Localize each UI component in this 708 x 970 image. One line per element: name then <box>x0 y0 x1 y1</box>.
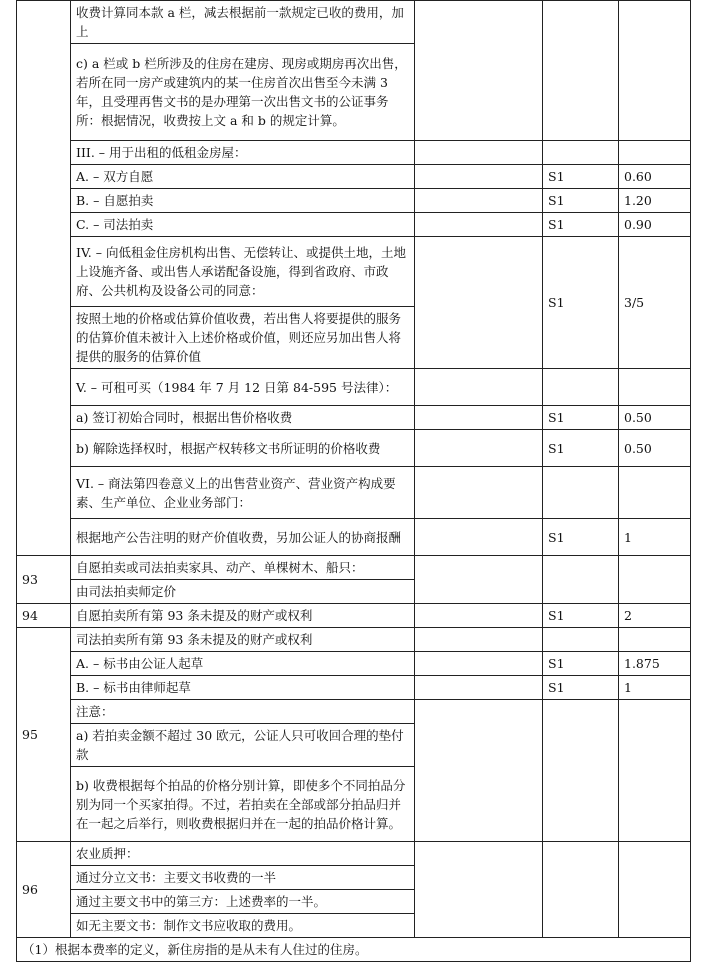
table-row <box>17 189 691 213</box>
description-cell: 司法拍卖所有第 93 条未提及的财产或权利 <box>71 628 415 652</box>
article-number-cell: 95 <box>17 628 71 842</box>
code-cell: S1 <box>543 519 619 556</box>
code-cell <box>543 141 619 165</box>
rate-cell <box>619 628 691 652</box>
description-cell: 注意： <box>71 700 415 724</box>
rate-cell <box>619 141 691 165</box>
blank-cell <box>415 604 543 628</box>
table-row <box>17 237 691 307</box>
table-row <box>17 467 691 519</box>
rate-cell <box>619 1 691 141</box>
rate-cell: 3/5 <box>619 237 691 369</box>
rate-cell: 1.20 <box>619 189 691 213</box>
blank-cell <box>415 213 543 237</box>
rate-cell: 0.90 <box>619 213 691 237</box>
code-cell <box>543 369 619 406</box>
blank-cell <box>415 628 543 652</box>
description-cell: 由司法拍卖师定价 <box>71 580 415 604</box>
article-number-cell: 94 <box>17 604 71 628</box>
description-cell: 根据地产公告注明的财产价值收费，另加公证人的协商报酬 <box>71 519 415 556</box>
description-cell: B. – 标书由律师起草 <box>71 676 415 700</box>
code-cell <box>543 1 619 141</box>
code-cell <box>543 842 619 938</box>
table-row <box>17 604 691 628</box>
blank-cell <box>415 519 543 556</box>
blank-cell <box>415 189 543 213</box>
footnote-row <box>17 938 691 962</box>
description-cell: 通过分立文书：主要文书收费的一半 <box>71 866 415 890</box>
code-cell: S1 <box>543 165 619 189</box>
fee-table-page <box>16 0 691 962</box>
code-cell: S1 <box>543 213 619 237</box>
blank-cell <box>415 430 543 467</box>
description-cell: 自愿拍卖所有第 93 条未提及的财产或权利 <box>71 604 415 628</box>
blank-cell <box>415 141 543 165</box>
table-row <box>17 141 691 165</box>
table-row <box>17 700 691 724</box>
code-cell: S1 <box>543 430 619 467</box>
rate-cell: 0.50 <box>619 406 691 430</box>
footnote: （1）根据本费率的定义，新住房指的是从未有人住过的住房。 <box>17 938 691 962</box>
rate-cell <box>619 369 691 406</box>
table-row <box>17 430 691 467</box>
code-cell: S1 <box>543 604 619 628</box>
code-cell <box>543 556 619 604</box>
description-cell: 通过主要文书中的第三方：上述费率的一半。 <box>71 890 415 914</box>
blank-cell <box>415 165 543 189</box>
rate-cell <box>619 700 691 842</box>
blank-cell <box>415 1 543 141</box>
blank-cell <box>415 556 543 604</box>
rate-cell <box>619 842 691 938</box>
description-cell: A. – 标书由公证人起草 <box>71 652 415 676</box>
table-row <box>17 652 691 676</box>
table-row <box>17 519 691 556</box>
table-row <box>17 1 691 44</box>
description-cell: 自愿拍卖或司法拍卖家具、动产、单棵树木、船只： <box>71 556 415 580</box>
blank-cell <box>415 676 543 700</box>
rate-cell: 1 <box>619 676 691 700</box>
code-cell <box>543 467 619 519</box>
table-row <box>17 842 691 866</box>
table-row <box>17 213 691 237</box>
description-cell: V. – 可租可买（1984 年 7 月 12 日第 84-595 号法律）： <box>71 369 415 406</box>
blank-cell <box>415 237 543 369</box>
description-cell: III. – 用于出租的低租金房屋： <box>71 141 415 165</box>
description-cell: a) 若拍卖金额不超过 30 欧元，公证人只可收回合理的垫付款 <box>71 724 415 767</box>
table-row <box>17 628 691 652</box>
description-cell: b) 解除选择权时，根据产权转移文书所证明的价格收费 <box>71 430 415 467</box>
table-row <box>17 369 691 406</box>
code-cell: S1 <box>543 652 619 676</box>
rate-cell <box>619 467 691 519</box>
description-cell: 如无主要文书：制作文书应收取的费用。 <box>71 914 415 938</box>
rate-cell: 1 <box>619 519 691 556</box>
article-number-cell: 93 <box>17 556 71 604</box>
description-cell: IV. – 向低租金住房机构出售、无偿转让、或提供土地，土地上设施齐备、或出售人承诺配备设施，得到省政府、市政府、公共机构及设备公司的同意： <box>71 237 415 307</box>
code-cell: S1 <box>543 189 619 213</box>
description-cell: C. – 司法拍卖 <box>71 213 415 237</box>
rate-cell: 2 <box>619 604 691 628</box>
blank-cell <box>415 369 543 406</box>
article-number-cell <box>17 1 71 556</box>
code-cell: S1 <box>543 406 619 430</box>
rate-cell: 1.875 <box>619 652 691 676</box>
table-row <box>17 406 691 430</box>
description-cell: 农业质押： <box>71 842 415 866</box>
description-cell: c) a 栏或 b 栏所涉及的住房在建房、现房或期房再次出售，若所在同一房产或建筑内的某一住房首次出售至今未满 3 年，且受理再售文书的是办理第一次出售文书的公证事务所：根据情况，收费按上文 a 和 b 的规定计算。 <box>71 44 415 141</box>
blank-cell <box>415 467 543 519</box>
rate-cell: 0.60 <box>619 165 691 189</box>
blank-cell <box>415 652 543 676</box>
description-cell: A. – 双方自愿 <box>71 165 415 189</box>
blank-cell <box>415 700 543 842</box>
fee-schedule-table <box>16 0 691 962</box>
description-cell: 收费计算同本款 a 栏，减去根据前一款规定已收的费用，加上 <box>71 1 415 44</box>
table-row <box>17 676 691 700</box>
blank-cell <box>415 842 543 938</box>
table-row <box>17 556 691 580</box>
code-cell: S1 <box>543 237 619 369</box>
description-cell: b) 收费根据每个拍品的价格分别计算，即使多个不同拍品分别为同一个买家拍得。不过，若拍卖在全部或部分拍品归并在一起之后举行，则收费根据归并在一起的拍品价格计算。 <box>71 767 415 842</box>
description-cell: VI. – 商法第四卷意义上的出售营业资产、营业资产构成要素、生产单位、企业业务部门： <box>71 467 415 519</box>
code-cell: S1 <box>543 676 619 700</box>
description-cell: a) 签订初始合同时，根据出售价格收费 <box>71 406 415 430</box>
code-cell <box>543 628 619 652</box>
blank-cell <box>415 406 543 430</box>
description-cell: B. – 自愿拍卖 <box>71 189 415 213</box>
rate-cell: 0.50 <box>619 430 691 467</box>
code-cell <box>543 700 619 842</box>
article-number-cell: 96 <box>17 842 71 938</box>
description-cell: 按照土地的价格或估算价值收费，若出售人将要提供的服务的估算价值未被计入上述价格或价值，则还应另加出售人将提供的服务的估算价值 <box>71 307 415 369</box>
table-row <box>17 165 691 189</box>
rate-cell <box>619 556 691 604</box>
